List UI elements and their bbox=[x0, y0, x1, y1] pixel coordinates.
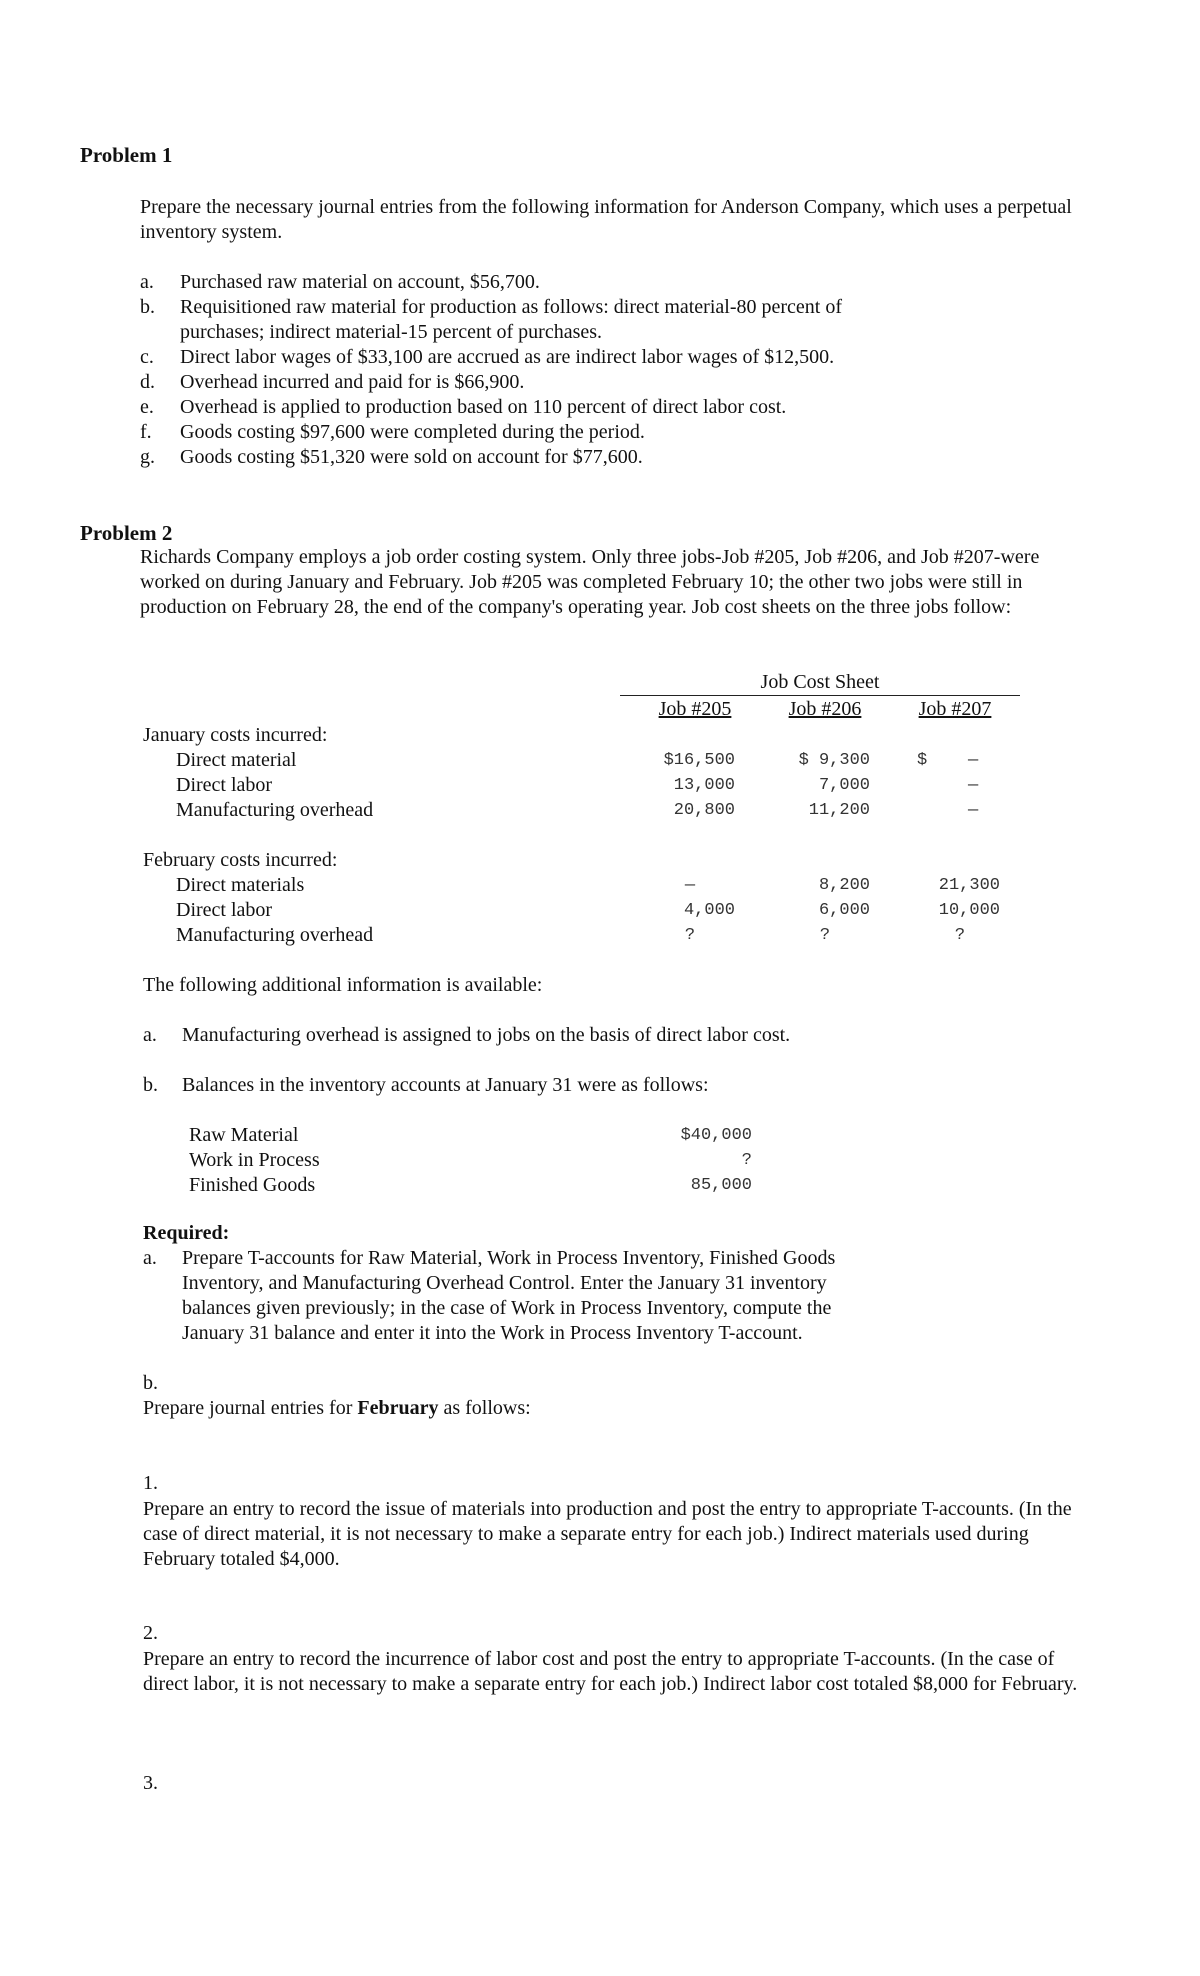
cell-value: 6,000 bbox=[818, 901, 870, 920]
info-a-text: Manufacturing overhead is assigned to jobs on the basis of direct labor cost. bbox=[182, 1024, 791, 1046]
list-letter: a. bbox=[143, 1247, 157, 1269]
cell-value: 7,000 bbox=[818, 776, 870, 795]
row-label: Manufacturing overhead bbox=[176, 924, 374, 946]
problem-1-intro: Prepare the necessary journal entries from the following information for Anderson Company, which uses a perpetual inventory system. bbox=[140, 196, 1072, 243]
step-number: 2. bbox=[143, 1622, 158, 1644]
cell-value: — bbox=[968, 801, 979, 820]
column-header: Job #207 bbox=[918, 698, 992, 720]
caption-rule bbox=[620, 695, 1020, 696]
cell-value: $16,500 bbox=[663, 751, 735, 770]
cell-value: 21,300 bbox=[938, 876, 1000, 895]
cell-value: 8,200 bbox=[818, 876, 870, 895]
balance-value: $40,000 bbox=[680, 1126, 752, 1145]
cell-value: ? bbox=[819, 926, 831, 945]
balance-value: 85,000 bbox=[690, 1176, 752, 1195]
list-letter: d. bbox=[140, 371, 155, 393]
list-item: Goods costing $97,600 were completed during the period. bbox=[180, 421, 645, 443]
list-letter: c. bbox=[140, 346, 154, 368]
list-letter: b. bbox=[140, 296, 155, 318]
list-letter: a. bbox=[140, 271, 154, 293]
cell-value: — bbox=[968, 751, 979, 770]
row-label: Manufacturing overhead bbox=[176, 799, 374, 821]
list-item: purchases; indirect material-15 percent of purchases. bbox=[180, 321, 603, 343]
problem-2-title: Problem 2 bbox=[80, 521, 173, 545]
cell-value: $ 9,300 bbox=[798, 751, 870, 770]
req-b-text bbox=[143, 1397, 531, 1420]
cell-value: 11,200 bbox=[808, 801, 870, 820]
column-header: Job #205 bbox=[658, 698, 732, 720]
step-number: 1. bbox=[143, 1472, 158, 1494]
cell-value: — bbox=[968, 776, 979, 795]
cell-value: ? bbox=[684, 926, 696, 945]
cell-value: — bbox=[684, 876, 696, 895]
req-a-line: January 31 balance and enter it into the Work in Process Inventory T-account. bbox=[182, 1322, 803, 1344]
req-a-line: Inventory, and Manufacturing Overhead Control. Enter the January 31 inventory bbox=[182, 1272, 827, 1294]
cell-value: $ bbox=[917, 751, 928, 770]
list-item: Overhead incurred and paid for is $66,900. bbox=[180, 371, 525, 393]
list-letter: g. bbox=[140, 446, 155, 468]
list-item: Overhead is applied to production based on 110 percent of direct labor cost. bbox=[180, 396, 787, 418]
list-letter: f. bbox=[140, 421, 152, 443]
row-label: Direct labor bbox=[176, 774, 273, 796]
table-caption: Job Cost Sheet bbox=[760, 671, 880, 693]
req-a-line: balances given previously; in the case of Work in Process Inventory, compute the bbox=[182, 1297, 832, 1319]
list-letter: e. bbox=[140, 396, 154, 418]
balance-label: Finished Goods bbox=[189, 1174, 316, 1196]
problem-2-intro: Richards Company employs a job order costing system. Only three jobs-Job #205, Job #206, and Job #207-were worked on during January and February. Job #205 was completed February 10; the other two jobs were still in production on February 28, the end of the company's operating year. Job cost sheets on the three jobs follow: bbox=[140, 546, 1040, 618]
cell-value: 10,000 bbox=[938, 901, 1000, 920]
cell-value: 4,000 bbox=[683, 901, 735, 920]
list-letter: b. bbox=[143, 1372, 158, 1394]
balance-label: Work in Process bbox=[189, 1149, 320, 1171]
column-header: Job #206 bbox=[788, 698, 862, 720]
step-number: 3. bbox=[143, 1772, 158, 1794]
list-letter: a. bbox=[143, 1024, 157, 1046]
balance-value: ? bbox=[741, 1151, 752, 1170]
req-b-prefix: Prepare journal entries for bbox=[143, 1397, 358, 1419]
list-letter: b. bbox=[143, 1074, 158, 1096]
row-label: Direct labor bbox=[176, 899, 273, 921]
req-b-suffix: as follows: bbox=[438, 1397, 531, 1419]
step-2-text: Prepare an entry to record the incurrence of labor cost and post the entry to appropriate T-accounts. (In the case of direct labor, it is not necessary to make a separate entry for each job.) Indirect labor cost totaled $8,000 for February. bbox=[143, 1648, 1078, 1695]
info-b-text: Balances in the inventory accounts at January 31 were as follows: bbox=[182, 1074, 709, 1096]
required-heading: Required: bbox=[143, 1222, 230, 1244]
list-item: Purchased raw material on account, $56,700. bbox=[180, 271, 540, 293]
row-label: Direct material bbox=[176, 749, 297, 771]
section-label: February costs incurred: bbox=[143, 849, 338, 871]
req-b-bold: February bbox=[357, 1397, 439, 1419]
list-item: Direct labor wages of $33,100 are accrued as are indirect labor wages of $12,500. bbox=[180, 346, 835, 368]
cell-value: 20,800 bbox=[673, 801, 735, 820]
cell-value: ? bbox=[954, 926, 966, 945]
req-a-line: Prepare T-accounts for Raw Material, Work in Process Inventory, Finished Goods bbox=[182, 1247, 836, 1269]
cell-value: 13,000 bbox=[673, 776, 735, 795]
row-label: Direct materials bbox=[176, 874, 305, 896]
additional-info-label: The following additional information is available: bbox=[143, 974, 543, 996]
problem-1-title: Problem 1 bbox=[80, 143, 173, 167]
list-item: Requisitioned raw material for production as follows: direct material-80 percent of bbox=[180, 296, 843, 318]
balance-label: Raw Material bbox=[189, 1124, 299, 1146]
step-1-text: Prepare an entry to record the issue of materials into production and post the entry to appropriate T-accounts. (In the case of direct material, it is not necessary to make a separate entry for each job.) Indirect materials used during February totaled $4,000. bbox=[143, 1498, 1072, 1570]
section-label: January costs incurred: bbox=[143, 724, 328, 746]
list-item: Goods costing $51,320 were sold on account for $77,600. bbox=[180, 446, 643, 468]
